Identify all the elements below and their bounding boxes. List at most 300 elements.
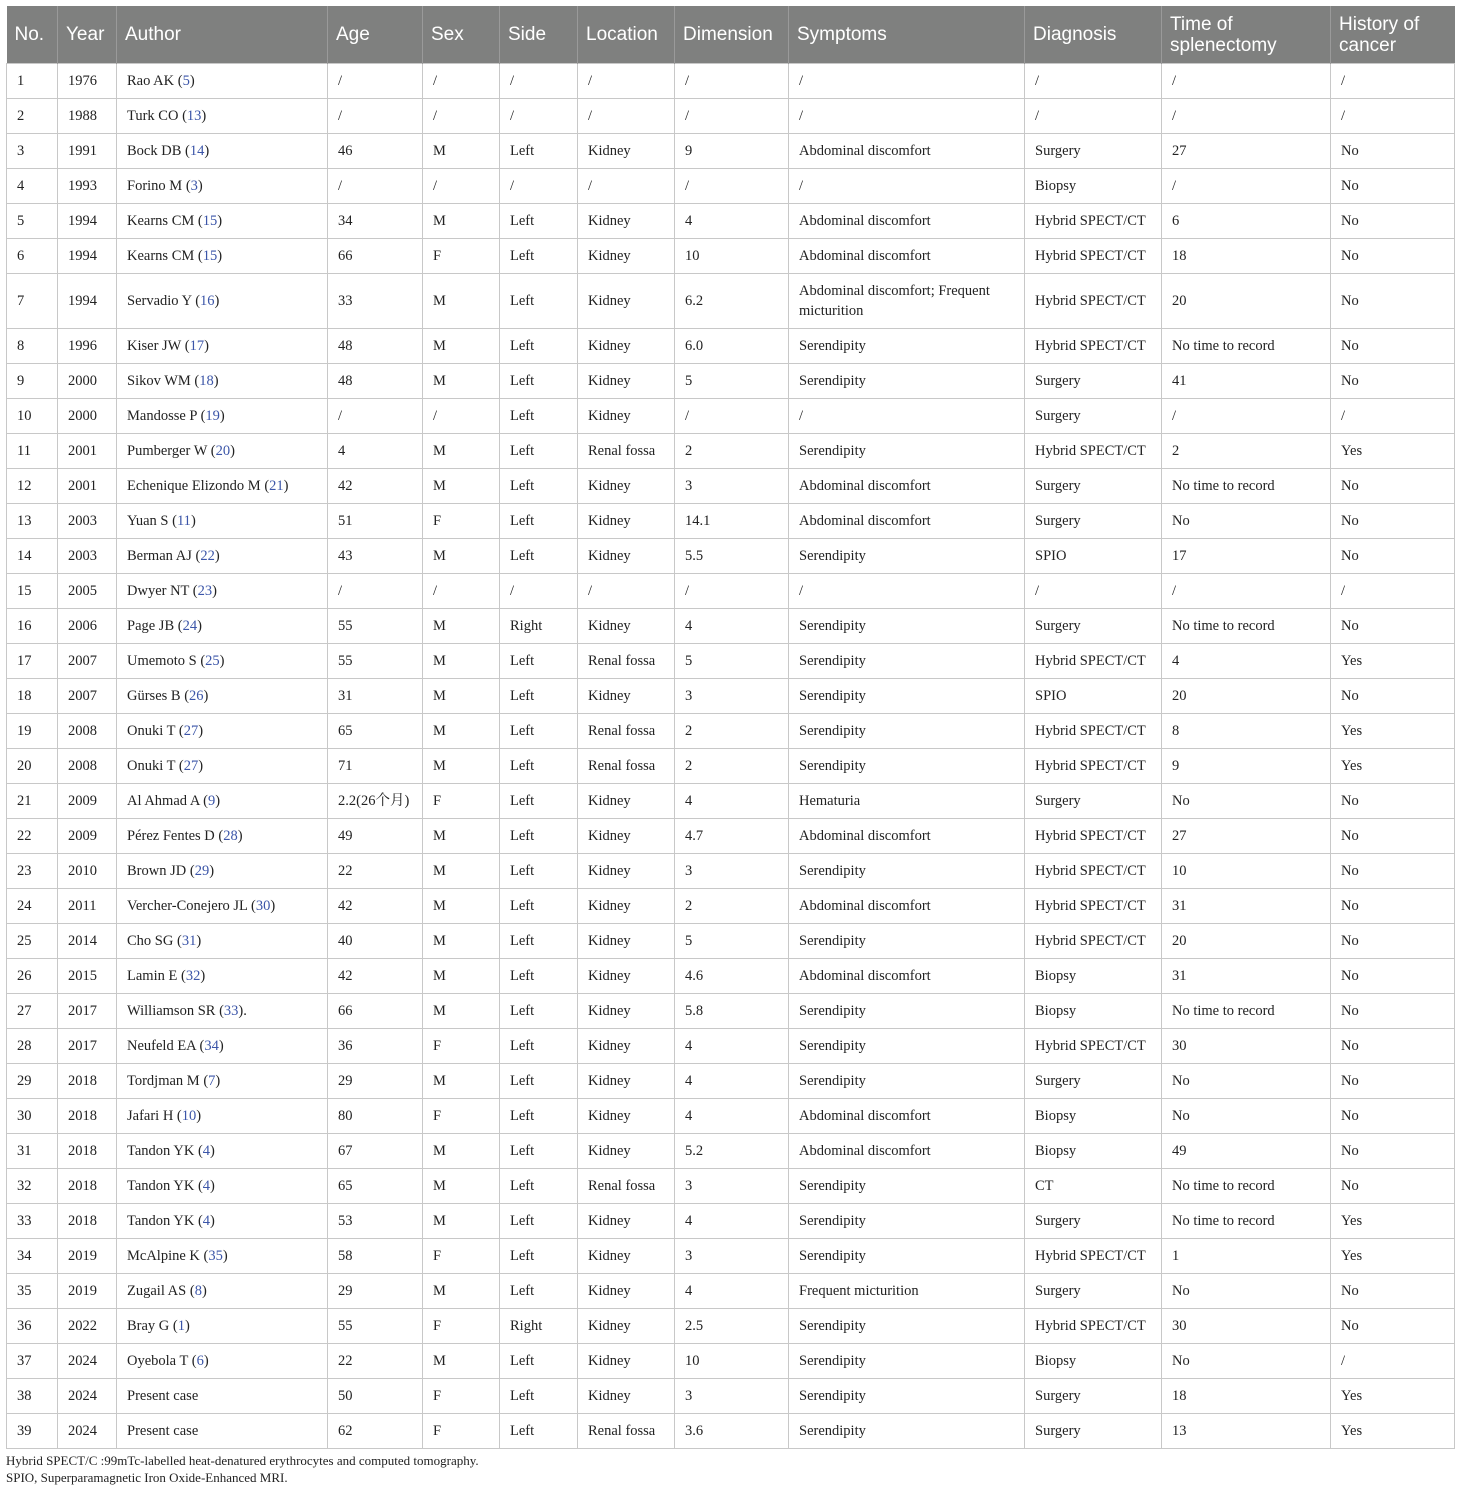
reference-link[interactable]: 28 [223, 828, 238, 844]
cell-time: No time to record [1162, 1204, 1331, 1239]
cell-location: Renal fossa [578, 714, 675, 749]
cell-symptoms: Serendipity [789, 994, 1025, 1029]
author-name: Mandosse P [127, 408, 197, 424]
cell-no: 11 [7, 434, 58, 469]
cell-dimension: 9 [675, 134, 789, 169]
cell-author: Vercher-Conejero JL (30) [117, 889, 328, 924]
cell-diagnosis: / [1025, 99, 1162, 134]
cell-sex: M [423, 889, 500, 924]
cell-year: 2018 [58, 1099, 117, 1134]
cell-side: / [500, 64, 578, 99]
cell-history: No [1331, 539, 1455, 574]
cell-age: 62 [328, 1414, 423, 1449]
cell-author: Kiser JW (17) [117, 329, 328, 364]
cell-author: Kearns CM (15) [117, 239, 328, 274]
cell-side: Left [500, 539, 578, 574]
cell-no: 39 [7, 1414, 58, 1449]
cell-location: / [578, 99, 675, 134]
cell-location: Renal fossa [578, 749, 675, 784]
cell-dimension: 3 [675, 1239, 789, 1274]
reference-link[interactable]: 13 [186, 108, 202, 124]
table-row [7, 924, 1455, 959]
cell-side: Left [500, 994, 578, 1029]
footnotes [6, 1452, 479, 1486]
cell-symptoms: Serendipity [789, 364, 1025, 399]
cell-side: / [500, 99, 578, 134]
cell-location: Kidney [578, 924, 675, 959]
reference-link[interactable]: 31 [181, 933, 197, 949]
table-row [7, 469, 1455, 504]
table-row [7, 749, 1455, 784]
reference-link[interactable]: 30 [255, 898, 271, 914]
cell-no: 14 [7, 539, 58, 574]
cell-location: Kidney [578, 329, 675, 364]
cell-symptoms: Serendipity [789, 609, 1025, 644]
cell-symptoms: Serendipity [789, 1309, 1025, 1344]
cell-location: Kidney [578, 1204, 675, 1239]
cell-time: No time to record [1162, 1169, 1331, 1204]
cell-diagnosis: Hybrid SPECT/CT [1025, 889, 1162, 924]
cell-year: 2018 [58, 1169, 117, 1204]
cell-diagnosis: Surgery [1025, 399, 1162, 434]
cell-year: 2017 [58, 1029, 117, 1064]
cell-symptoms: Serendipity [789, 434, 1025, 469]
cell-age: 22 [328, 1344, 423, 1379]
author-name: Echenique Elizondo M [127, 478, 261, 494]
cell-diagnosis: Hybrid SPECT/CT [1025, 1239, 1162, 1274]
cell-history: No [1331, 469, 1455, 504]
cell-dimension: 3 [675, 1169, 789, 1204]
cell-no: 35 [7, 1274, 58, 1309]
cell-dimension: 4 [675, 1274, 789, 1309]
author-name: Present case [127, 1423, 199, 1439]
cell-author: Zugail AS (8) [117, 1274, 328, 1309]
cell-diagnosis: Hybrid SPECT/CT [1025, 1309, 1162, 1344]
cell-diagnosis: Surgery [1025, 609, 1162, 644]
cell-side: Left [500, 959, 578, 994]
cell-location: Kidney [578, 819, 675, 854]
cell-year: 2009 [58, 819, 117, 854]
cell-side: Left [500, 1099, 578, 1134]
author-name: Kearns CM [127, 213, 195, 229]
cell-history: Yes [1331, 714, 1455, 749]
cell-dimension: 2 [675, 889, 789, 924]
cell-dimension: 4 [675, 609, 789, 644]
cell-diagnosis: Biopsy [1025, 1134, 1162, 1169]
cell-no: 18 [7, 679, 58, 714]
reference-link[interactable]: 16 [200, 293, 215, 309]
author-name: Servadio Y [127, 293, 192, 309]
cell-location: Kidney [578, 364, 675, 399]
author-name: Kearns CM [127, 248, 195, 264]
cell-age: 53 [328, 1204, 423, 1239]
cell-time: / [1162, 169, 1331, 204]
cell-year: 2024 [58, 1379, 117, 1414]
table-row [7, 1379, 1455, 1414]
cell-history: No [1331, 609, 1455, 644]
author-name: Lamin E [127, 968, 178, 984]
cell-symptoms: / [789, 64, 1025, 99]
reference-link[interactable]: 10 [181, 1108, 197, 1124]
cell-age: 22 [328, 854, 423, 889]
cell-age: 66 [328, 239, 423, 274]
case-table [6, 6, 1455, 1449]
reference-link[interactable]: 23 [197, 583, 213, 599]
reference-link[interactable]: 24 [182, 618, 198, 634]
cell-sex: M [423, 679, 500, 714]
reference-link[interactable]: 4 [202, 1213, 211, 1229]
cell-dimension: / [675, 99, 789, 134]
cell-side: Left [500, 274, 578, 329]
cell-time: No [1162, 1274, 1331, 1309]
cell-year: 2001 [58, 469, 117, 504]
author-suffix: . [243, 1003, 247, 1019]
cell-year: 2008 [58, 714, 117, 749]
cell-author: Umemoto S (25) [117, 644, 328, 679]
table-row [7, 1099, 1455, 1134]
reference-link[interactable]: 21 [269, 478, 284, 494]
reference-link[interactable]: 33 [223, 1003, 239, 1019]
author-name: Pumberger W [127, 443, 208, 459]
cell-year: 2003 [58, 539, 117, 574]
cell-dimension: 5.5 [675, 539, 789, 574]
header-time-of-splenectomy: Time of splenectomy [1162, 6, 1331, 64]
author-name: Dwyer NT [127, 583, 190, 599]
reference-link[interactable]: 14 [189, 143, 205, 159]
reference-link[interactable]: 5 [182, 73, 190, 89]
cell-age: / [328, 399, 423, 434]
cell-time: 30 [1162, 1309, 1331, 1344]
cell-location: Kidney [578, 1064, 675, 1099]
cell-sex: F [423, 239, 500, 274]
cell-location: Kidney [578, 784, 675, 819]
cell-author: McAlpine K (35) [117, 1239, 328, 1274]
cell-symptoms: / [789, 169, 1025, 204]
cell-dimension: 3 [675, 469, 789, 504]
cell-history: No [1331, 504, 1455, 539]
cell-diagnosis: Hybrid SPECT/CT [1025, 819, 1162, 854]
author-name: Williamson SR [127, 1003, 216, 1019]
cell-sex: M [423, 274, 500, 329]
cell-location: Kidney [578, 399, 675, 434]
cell-author: Servadio Y (16) [117, 274, 328, 329]
cell-history: No [1331, 1099, 1455, 1134]
cell-age: 40 [328, 924, 423, 959]
cell-symptoms: Abdominal discomfort [789, 504, 1025, 539]
cell-side: Left [500, 239, 578, 274]
reference-link[interactable]: 4 [202, 1143, 211, 1159]
cell-time: No [1162, 1064, 1331, 1099]
cell-side: Left [500, 819, 578, 854]
cell-sex: M [423, 469, 500, 504]
cell-time: 18 [1162, 239, 1331, 274]
reference-link[interactable]: 17 [189, 338, 205, 354]
cell-diagnosis: Biopsy [1025, 959, 1162, 994]
cell-side: Left [500, 854, 578, 889]
reference-link[interactable]: 1 [177, 1318, 186, 1334]
cell-diagnosis: Hybrid SPECT/CT [1025, 924, 1162, 959]
author-name: Bray G [127, 1318, 170, 1334]
cell-time: No [1162, 784, 1331, 819]
author-name: Tandon YK [127, 1213, 195, 1229]
header-row [7, 6, 1455, 64]
cell-author: Tordjman M (7) [117, 1064, 328, 1099]
cell-year: 2018 [58, 1064, 117, 1099]
cell-age: 65 [328, 714, 423, 749]
table-row [7, 1344, 1455, 1379]
cell-sex: M [423, 609, 500, 644]
reference-link[interactable]: 19 [205, 408, 220, 424]
reference-link[interactable]: 20 [215, 443, 231, 459]
cell-dimension: 5.2 [675, 1134, 789, 1169]
cell-no: 10 [7, 399, 58, 434]
cell-history: Yes [1331, 1239, 1455, 1274]
cell-dimension: 3 [675, 854, 789, 889]
cell-author: Neufeld EA (34) [117, 1029, 328, 1064]
reference-link[interactable]: 7 [208, 1073, 216, 1089]
cell-location: Kidney [578, 1134, 675, 1169]
table-row [7, 1169, 1455, 1204]
cell-symptoms: Abdominal discomfort [789, 959, 1025, 994]
cell-time: 4 [1162, 644, 1331, 679]
cell-no: 20 [7, 749, 58, 784]
cell-history: No [1331, 959, 1455, 994]
cell-diagnosis: Surgery [1025, 134, 1162, 169]
cell-time: 20 [1162, 924, 1331, 959]
cell-author: Al Ahmad A (9) [117, 784, 328, 819]
header-year: Year [58, 6, 117, 64]
cell-year: 2001 [58, 434, 117, 469]
table-row [7, 1204, 1455, 1239]
reference-link[interactable]: 29 [194, 863, 210, 879]
cell-history: Yes [1331, 1204, 1455, 1239]
cell-no: 29 [7, 1064, 58, 1099]
cell-dimension: 4 [675, 784, 789, 819]
cell-dimension: 2.5 [675, 1309, 789, 1344]
cell-side: Left [500, 1344, 578, 1379]
cell-history: No [1331, 204, 1455, 239]
cell-side: Left [500, 329, 578, 364]
reference-link[interactable]: 3 [190, 178, 198, 194]
author-name: Tordjman M [127, 1073, 200, 1089]
cell-location: Kidney [578, 274, 675, 329]
header-symptoms: Symptoms [789, 6, 1025, 64]
cell-no: 33 [7, 1204, 58, 1239]
cell-location: Kidney [578, 204, 675, 239]
cell-location: Kidney [578, 679, 675, 714]
cell-year: 2017 [58, 994, 117, 1029]
cell-time: 6 [1162, 204, 1331, 239]
cell-no: 26 [7, 959, 58, 994]
cell-history: No [1331, 329, 1455, 364]
reference-link[interactable]: 8 [194, 1283, 202, 1299]
cell-dimension: 4 [675, 1029, 789, 1064]
cell-age: 51 [328, 504, 423, 539]
cell-year: 1994 [58, 204, 117, 239]
reference-link[interactable]: 18 [199, 373, 214, 389]
author-name: Onuki T [127, 723, 176, 739]
cell-sex: F [423, 1309, 500, 1344]
cell-year: 2014 [58, 924, 117, 959]
cell-sex: M [423, 1134, 500, 1169]
cell-no: 6 [7, 239, 58, 274]
cell-age: 42 [328, 469, 423, 504]
reference-link[interactable]: 26 [189, 688, 204, 704]
cell-author: Bock DB (14) [117, 134, 328, 169]
cell-author: Sikov WM (18) [117, 364, 328, 399]
table-row [7, 1029, 1455, 1064]
cell-history: No [1331, 1309, 1455, 1344]
cell-sex: M [423, 1274, 500, 1309]
cell-location: Kidney [578, 994, 675, 1029]
cell-time: 1 [1162, 1239, 1331, 1274]
cell-sex: M [423, 644, 500, 679]
cell-history: No [1331, 1169, 1455, 1204]
table-row [7, 539, 1455, 574]
cell-no: 34 [7, 1239, 58, 1274]
table-row [7, 1309, 1455, 1344]
cell-sex: F [423, 1414, 500, 1449]
cell-year: 2009 [58, 784, 117, 819]
author-name: Kiser JW [127, 338, 182, 354]
cell-time: 41 [1162, 364, 1331, 399]
cell-age: 2.2(26个月) [328, 784, 423, 819]
cell-year: 1994 [58, 239, 117, 274]
header-side: Side [500, 6, 578, 64]
cell-side: Left [500, 924, 578, 959]
cell-time: No [1162, 504, 1331, 539]
cell-no: 24 [7, 889, 58, 924]
cell-author: Tandon YK (4) [117, 1169, 328, 1204]
reference-link[interactable]: 15 [202, 248, 218, 264]
cell-author: Tandon YK (4) [117, 1134, 328, 1169]
cell-history: / [1331, 99, 1455, 134]
cell-age: 49 [328, 819, 423, 854]
cell-symptoms: Abdominal discomfort [789, 1134, 1025, 1169]
cell-age: 48 [328, 364, 423, 399]
cell-symptoms: Serendipity [789, 1029, 1025, 1064]
cell-year: 1976 [58, 64, 117, 99]
cell-author: Lamin E (32) [117, 959, 328, 994]
cell-side: Left [500, 1029, 578, 1064]
cell-no: 5 [7, 204, 58, 239]
reference-link[interactable]: 34 [204, 1038, 219, 1054]
author-name: Brown JD [127, 863, 187, 879]
cell-diagnosis: Hybrid SPECT/CT [1025, 329, 1162, 364]
cell-year: 1988 [58, 99, 117, 134]
author-name: Yuan S [127, 513, 169, 529]
cell-history: No [1331, 994, 1455, 1029]
cell-symptoms: Abdominal discomfort [789, 239, 1025, 274]
header-sex: Sex [423, 6, 500, 64]
cell-time: 49 [1162, 1134, 1331, 1169]
author-name: Tandon YK [127, 1143, 195, 1159]
cell-time: / [1162, 99, 1331, 134]
cell-sex: F [423, 1099, 500, 1134]
cell-no: 36 [7, 1309, 58, 1344]
reference-link[interactable]: 25 [205, 653, 220, 669]
reference-link[interactable]: 15 [202, 213, 218, 229]
cell-age: 31 [328, 679, 423, 714]
cell-no: 27 [7, 994, 58, 1029]
cell-location: Renal fossa [578, 1169, 675, 1204]
reference-link[interactable]: 32 [185, 968, 201, 984]
cell-age: 46 [328, 134, 423, 169]
header-history-of-cancer: History of cancer [1331, 6, 1455, 64]
cell-symptoms: Serendipity [789, 1239, 1025, 1274]
cell-dimension: 4.7 [675, 819, 789, 854]
cell-side: Left [500, 644, 578, 679]
cell-diagnosis: Surgery [1025, 364, 1162, 399]
cell-time: 20 [1162, 274, 1331, 329]
cell-no: 37 [7, 1344, 58, 1379]
cell-year: 2000 [58, 364, 117, 399]
table-row [7, 169, 1455, 204]
author-name: Al Ahmad A [127, 793, 200, 809]
cell-year: 2022 [58, 1309, 117, 1344]
cell-age: 43 [328, 539, 423, 574]
cell-history: No [1331, 274, 1455, 329]
cell-author: Tandon YK (4) [117, 1204, 328, 1239]
cell-age: 4 [328, 434, 423, 469]
reference-link[interactable]: 6 [196, 1353, 204, 1369]
reference-link[interactable]: 27 [183, 723, 199, 739]
cell-sex: M [423, 364, 500, 399]
cell-age: / [328, 169, 423, 204]
cell-no: 9 [7, 364, 58, 399]
cell-diagnosis: Hybrid SPECT/CT [1025, 239, 1162, 274]
cell-age: 50 [328, 1379, 423, 1414]
cell-author: Mandosse P (19) [117, 399, 328, 434]
cell-sex: F [423, 784, 500, 819]
reference-link[interactable]: 9 [207, 793, 216, 809]
cell-location: Kidney [578, 1379, 675, 1414]
cell-sex: M [423, 1169, 500, 1204]
cell-symptoms: Serendipity [789, 854, 1025, 889]
reference-link[interactable]: 35 [208, 1248, 223, 1264]
cell-dimension: 4.6 [675, 959, 789, 994]
header-dimension: Dimension [675, 6, 789, 64]
cell-time: No time to record [1162, 469, 1331, 504]
cell-no: 32 [7, 1169, 58, 1204]
reference-link[interactable]: 22 [200, 548, 215, 564]
cell-location: Kidney [578, 539, 675, 574]
author-name: Turk CO [127, 108, 179, 124]
reference-link[interactable]: 27 [183, 758, 199, 774]
cell-symptoms: Abdominal discomfort [789, 889, 1025, 924]
cell-time: 13 [1162, 1414, 1331, 1449]
cell-year: 2010 [58, 854, 117, 889]
cell-side: Left [500, 364, 578, 399]
cell-year: 2024 [58, 1344, 117, 1379]
cell-diagnosis: Surgery [1025, 504, 1162, 539]
table-row [7, 854, 1455, 889]
cell-history: Yes [1331, 749, 1455, 784]
reference-link[interactable]: 11 [176, 513, 191, 529]
cell-time: No time to record [1162, 609, 1331, 644]
cell-location: Renal fossa [578, 1414, 675, 1449]
cell-side: Left [500, 1274, 578, 1309]
cell-side: Left [500, 134, 578, 169]
cell-symptoms: Abdominal discomfort [789, 1099, 1025, 1134]
cell-symptoms: Serendipity [789, 679, 1025, 714]
cell-time: / [1162, 574, 1331, 609]
cell-location: Kidney [578, 469, 675, 504]
table-row [7, 889, 1455, 924]
cell-author: Jafari H (10) [117, 1099, 328, 1134]
cell-diagnosis: Hybrid SPECT/CT [1025, 644, 1162, 679]
reference-link[interactable]: 4 [202, 1178, 211, 1194]
